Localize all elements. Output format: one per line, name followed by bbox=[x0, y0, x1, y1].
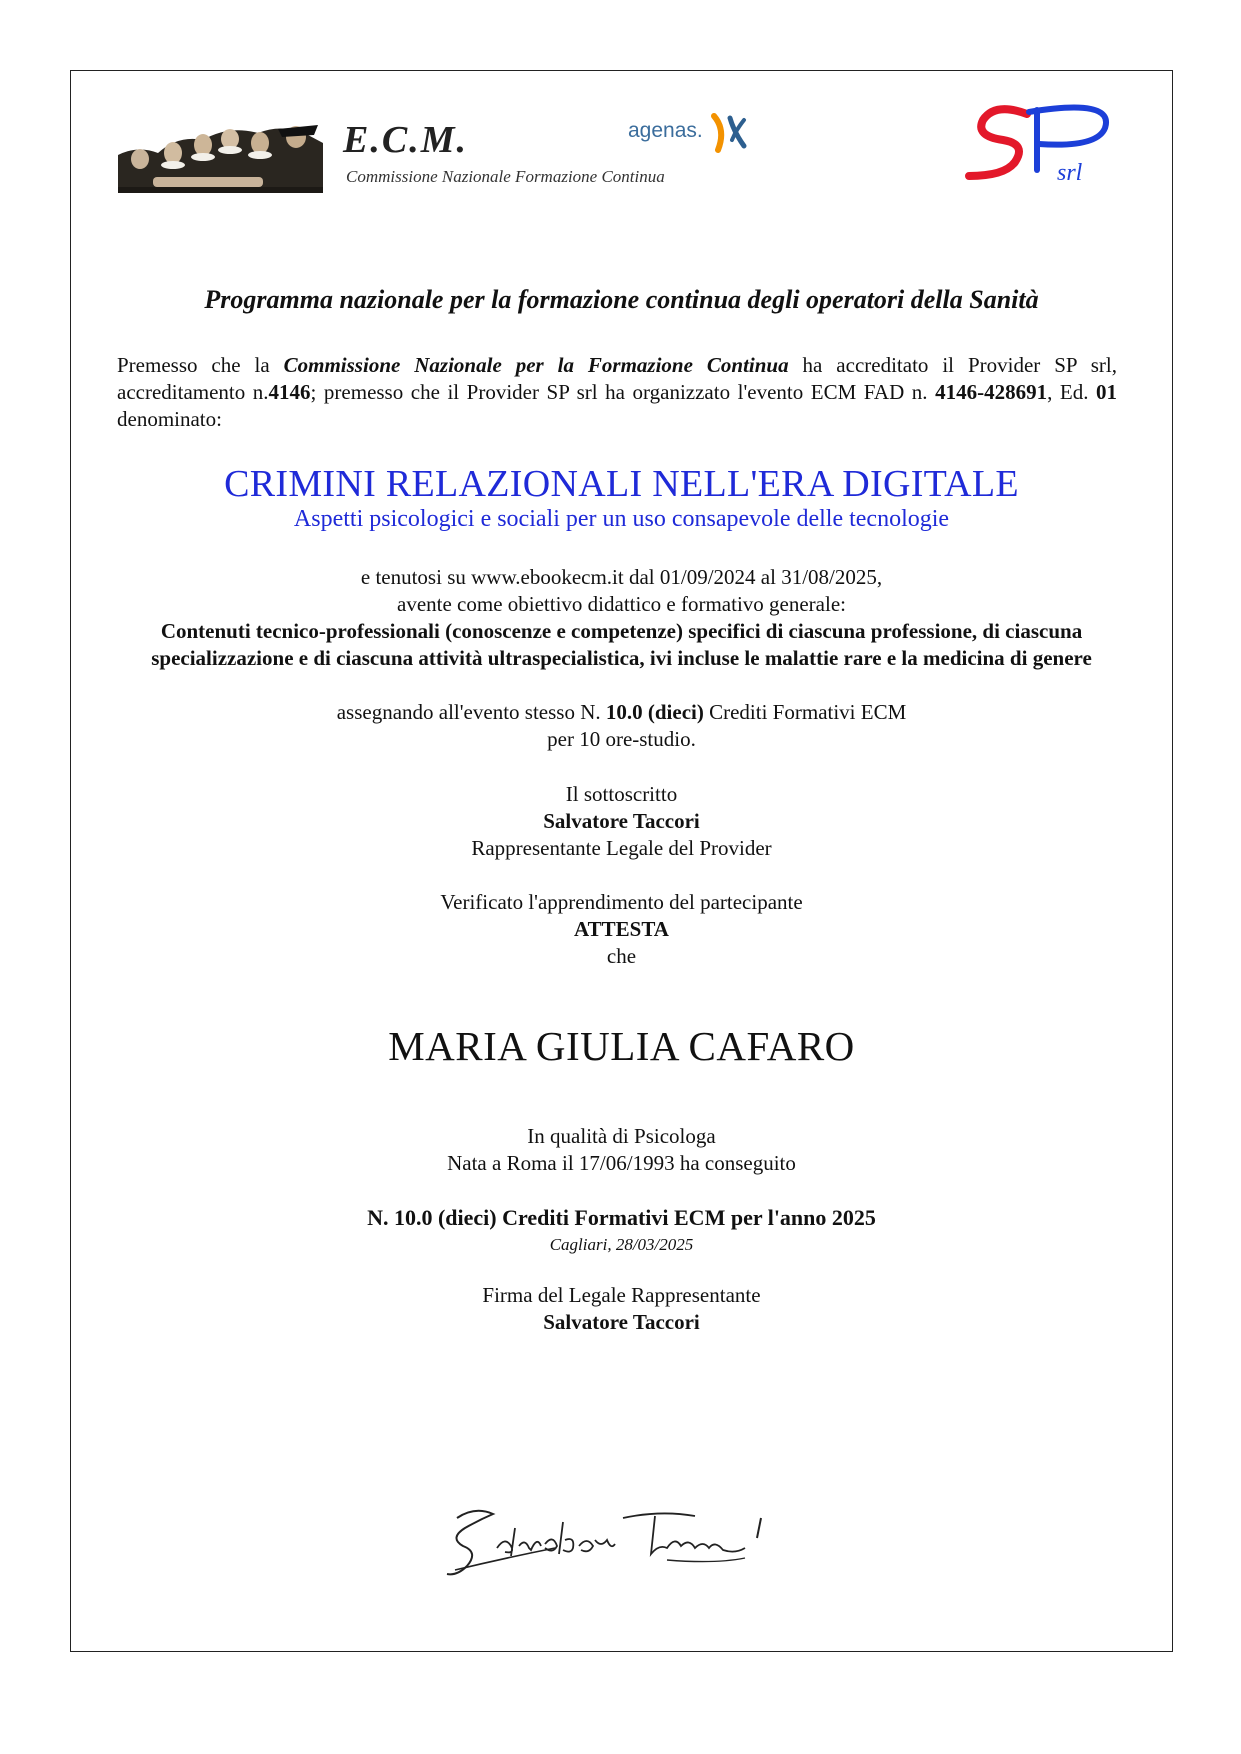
course-title: CRIMINI RELAZIONALI NELL'ERA DIGITALE bbox=[224, 463, 1019, 505]
signature-label-block: Firma del Legale Rappresentante Salvatore Taccori bbox=[482, 1283, 761, 1334]
ecm-logo-subtitle: Commissione Nazionale Formazione Continua bbox=[346, 167, 665, 186]
objective-intro: avente come obiettivo didattico e formativo generale: bbox=[397, 592, 846, 616]
program-title: Programma nazionale per la formazione continua degli operatori della Sanità bbox=[204, 285, 1039, 314]
place-date: Cagliari, 28/03/2025 bbox=[549, 1235, 694, 1254]
svg-text:srl: srl bbox=[1057, 160, 1083, 186]
agenas-logo-text: agenas. bbox=[628, 119, 703, 142]
signer-block: Il sottoscritto Salvatore Taccori Rappresentante Legale del Provider bbox=[70, 781, 1173, 862]
sp-srl-logo-icon bbox=[965, 100, 1125, 195]
birth-info: Nata a Roma il 17/06/1993 ha conseguito bbox=[447, 1151, 796, 1175]
participant-details bbox=[70, 1123, 1173, 1177]
representative-name: Salvatore Taccori bbox=[543, 1310, 700, 1334]
event-details bbox=[70, 564, 1173, 618]
agenas-logo-icon bbox=[708, 112, 750, 154]
event-number: 4146-428691 bbox=[935, 380, 1048, 404]
awarded-credits: N. 10.0 (dieci) Crediti Formativi ECM per l'anno 2025 bbox=[367, 1205, 876, 1230]
held-on-line: e tenutosi su www.ebookecm.it dal 01/09/2024 al 31/08/2025, bbox=[360, 565, 883, 589]
objective-text: Contenuti tecnico-professionali (conoscenze e competenze) specifici di ciascuna professione, di ciascuna specializzazione e di ciascuna attività ultraspecialistica, ivi incluse le malattie rare e la medicina di genere bbox=[151, 619, 1092, 670]
event-credits: assegnando all'evento stesso N. 10.0 (dieci) Crediti Formativi ECM per 10 ore-studio. bbox=[70, 699, 1173, 753]
participant-name: MARIA GIULIA CAFARO bbox=[388, 1023, 855, 1069]
study-hours: per 10 ore-studio. bbox=[547, 727, 696, 751]
qualification: In qualità di Psicologa bbox=[527, 1124, 716, 1148]
edition-number: 01 bbox=[1095, 380, 1117, 404]
verification-block: Verificato l'apprendimento del partecipante ATTESTA che bbox=[440, 890, 803, 968]
premise-paragraph: Premesso che la Commissione Nazionale per la Formazione Continua ha accreditato il Provider SP srl, accreditamento n.4146; premesso che il Provider SP srl ha organizzato l'evento ECM FAD n. 4146-428691, Ed. 01 denominato: bbox=[117, 353, 1117, 431]
course-subtitle: Aspetti psicologici e sociali per un uso consapevole delle tecnologie bbox=[293, 506, 950, 532]
signer-role: Rappresentante Legale del Provider bbox=[471, 836, 772, 860]
anatomy-lesson-painting-icon bbox=[118, 115, 323, 193]
accreditation-number: 4146 bbox=[268, 380, 311, 404]
credits-value: 10.0 (dieci) bbox=[605, 700, 704, 724]
ecm-logo-title: E.C.M. bbox=[343, 119, 468, 161]
handwritten-signature bbox=[445, 1488, 790, 1583]
commission-name: Commissione Nazionale per la Formazione Continua bbox=[283, 353, 789, 377]
attesta-label: ATTESTA bbox=[574, 917, 669, 941]
signer-name: Salvatore Taccori bbox=[543, 809, 700, 833]
